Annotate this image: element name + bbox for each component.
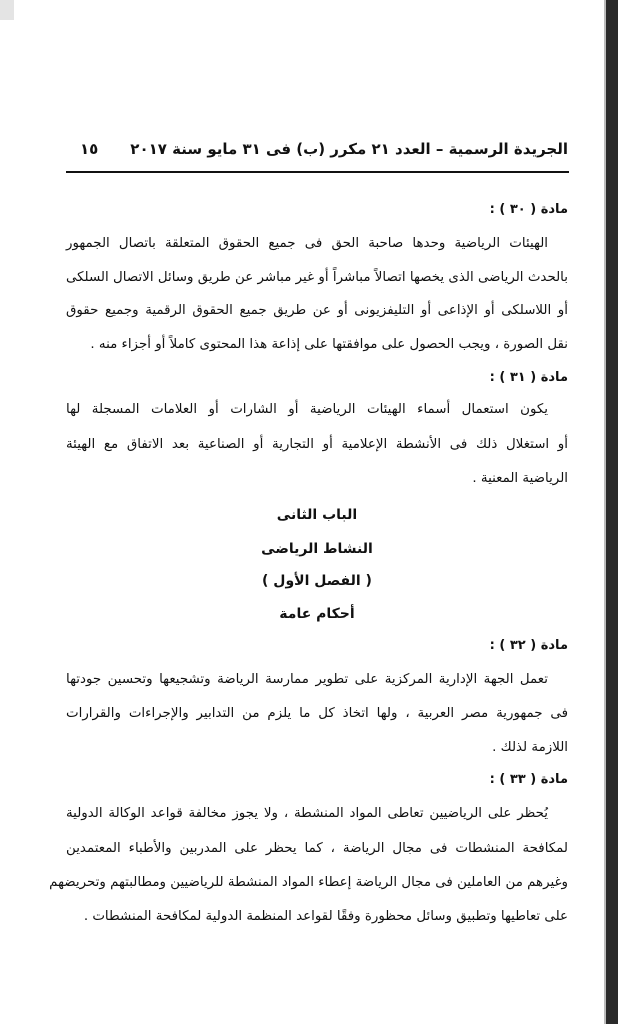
article-33-line: على تعاطيها وتطبيق وسائل محظورة وفقًا لقواعد المنظمة الدولية لمكافحة المنشطات . [83, 909, 568, 924]
article-32-line: تعمل الجهة الإدارية المركزية على تطوير ممارسة الرياضة وتشجيعها وتحسين جودتها [66, 672, 548, 687]
article-33-heading: مادة ( ٣٣ ) : [489, 772, 568, 787]
article-33-line: وغيرهم من العاملين فى مجال الرياضة إعطاء المواد المنشطة للرياضيين ومطالبتهم وتحريضهم [49, 875, 568, 890]
header-rule [66, 171, 569, 173]
article-33-line: يُحظر على الرياضيين تعاطى المواد المنشطة ، ولا يجوز مخالفة قواعد الوكالة الدولية [66, 806, 548, 821]
article-31-line: أو استغلال ذلك فى الأنشطة الإعلامية أو التجارية أو الصناعية بعد الاتفاق مع الهيئة [66, 437, 568, 452]
article-32-line: اللازمة لذلك . [492, 740, 568, 755]
article-31-line: يكون استعمال أسماء الهيئات الرياضية أو الشارات أو العلامات المسجلة لها [66, 402, 548, 417]
part-title: النشاط الرياضى [261, 541, 373, 557]
article-32-heading: مادة ( ٣٢ ) : [489, 638, 568, 653]
part-heading: الباب الثانى [276, 507, 358, 523]
article-30-heading: مادة ( ٣٠ ) : [489, 202, 568, 217]
article-32-line: فى جمهورية مصر العربية ، ولها اتخاذ كل ما يلزم من التدابير والإجراءات والقرارات [66, 706, 568, 721]
page-number: ١٥ [80, 140, 99, 158]
page-header [66, 140, 568, 166]
article-30-line: الهيئات الرياضية وحدها صاحبة الحق فى جميع الحقوق المتعلقة باتصال الجمهور [66, 236, 548, 251]
article-31-heading: مادة ( ٣١ ) : [489, 370, 568, 385]
article-31-line: الرياضية المعنية . [472, 471, 568, 486]
article-30-line: بالحدث الرياضى الذى يخصها اتصالاً مباشراً أو غير مباشر عن طريق وسائل الاتصال السلكى [66, 270, 568, 285]
article-30-line: أو اللاسلكى أو الإذاعى أو التليفزيونى أو عن طريق جميع الحقوق الرقمية وجميع حقوق [66, 303, 568, 318]
scan-corner [0, 0, 14, 20]
article-33-line: لمكافحة المنشطات فى مجال الرياضة ، كما يحظر على المدربين والأطباء المعتمدين [66, 841, 568, 856]
chapter-title: أحكام عامة [279, 606, 355, 622]
article-30-line: نقل الصورة ، ويجب الحصول على موافقتها على إذاعة هذا المحتوى كاملاً أو أجزاء منه . [90, 337, 568, 352]
gazette-title: الجريدة الرسمية – العدد ٢١ مكرر (ب) فى ٣١ مايو سنة ٢٠١٧ [130, 140, 568, 158]
page-edge [606, 0, 618, 1024]
chapter-heading: ( الفصل الأول ) [262, 573, 372, 589]
